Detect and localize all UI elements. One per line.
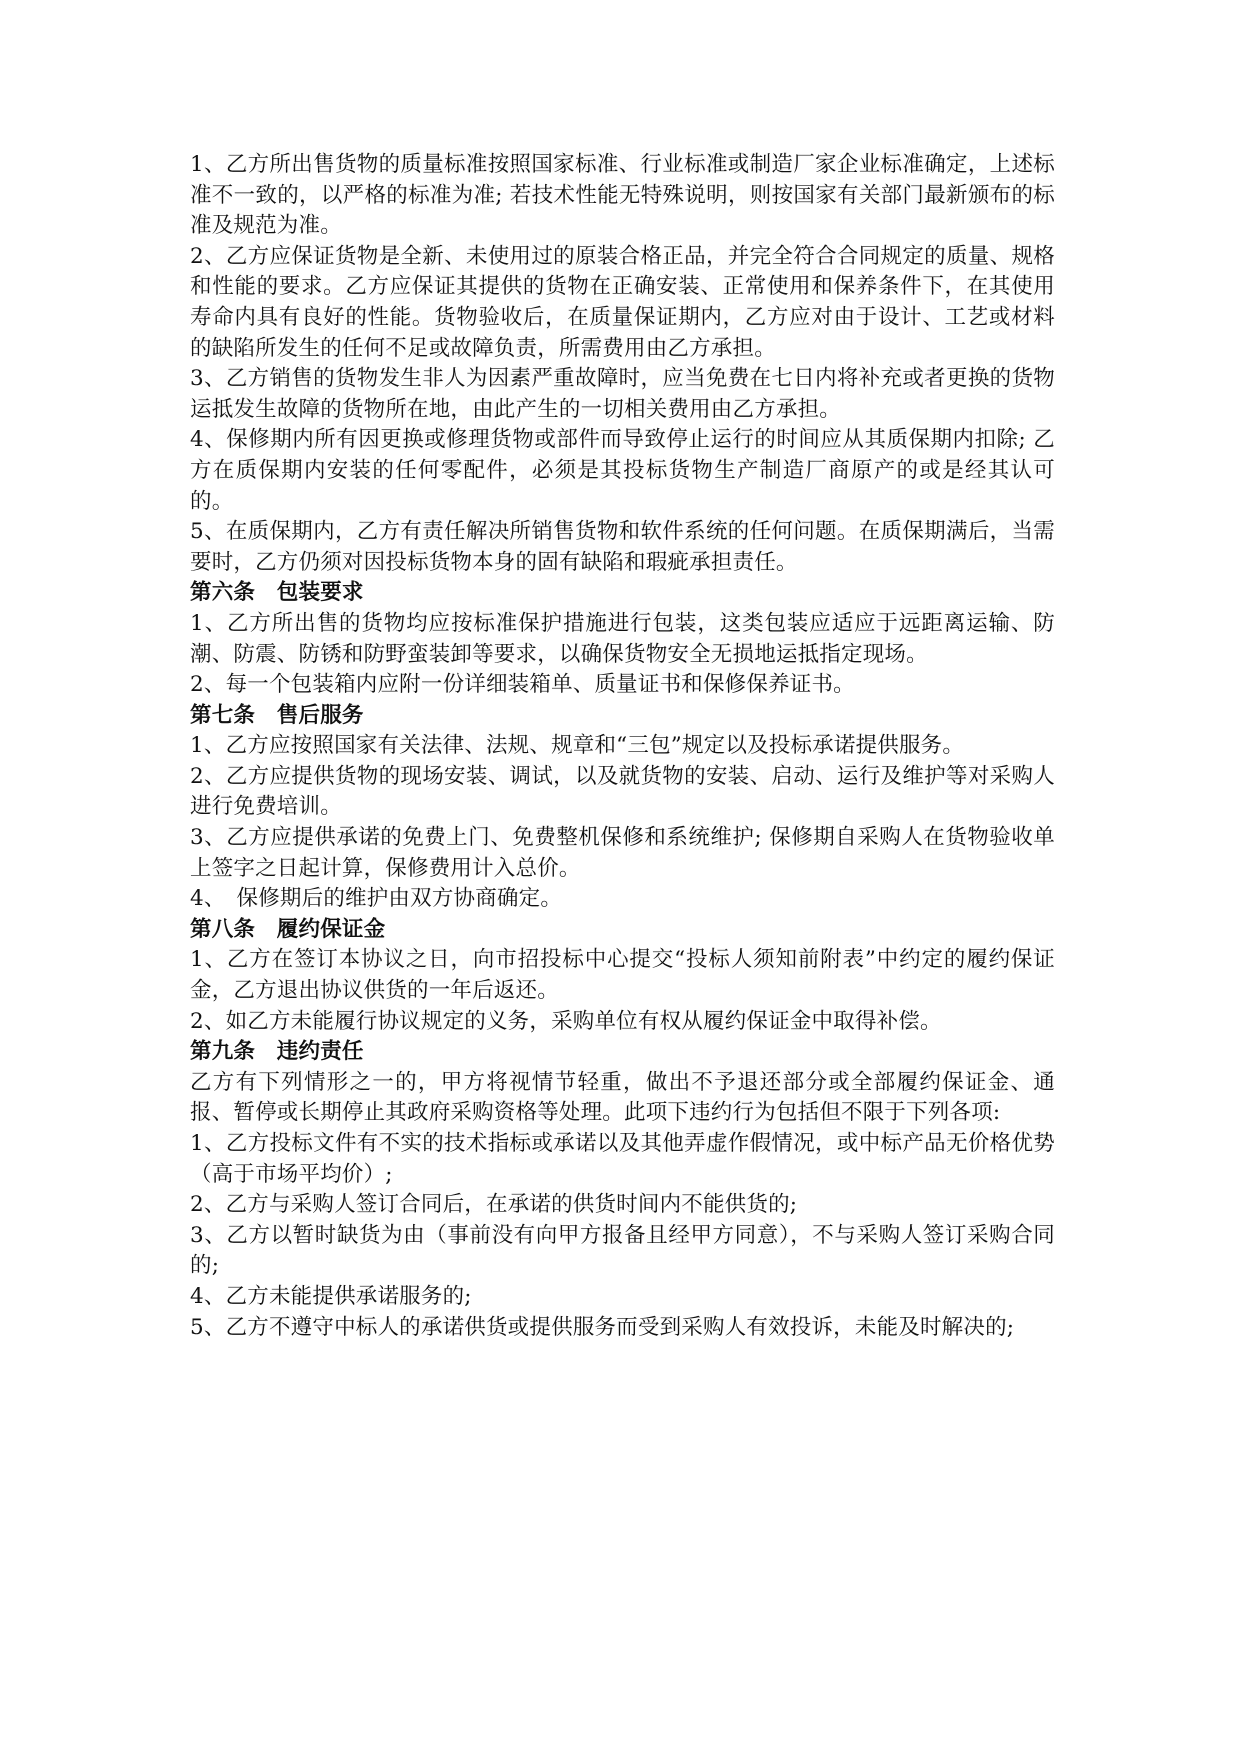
section-heading: 第九条 违约责任 <box>190 1039 364 1065</box>
section-liability <box>190 1037 1055 1343</box>
paragraph: 2、乙方应提供货物的现场安装、调试，以及就货物的安装、启动、运行及维护等对采购人进行免费培训。 <box>190 763 1055 820</box>
section-after-sales <box>190 701 1055 915</box>
paragraph: 2、如乙方未能履行协议规定的义务，采购单位有权从履约保证金中取得补偿。 <box>190 1008 942 1034</box>
paragraph: 3、乙方应提供承诺的免费上门、免费整机保修和系统维护; 保修期自采购人在货物验收单上签字之日起计算，保修费用计入总价。 <box>190 825 1055 881</box>
paragraph: 5、乙方不遵守中标人的承诺供货或提供服务而受到采购人有效投诉，未能及时解决的; <box>190 1314 1015 1340</box>
section-heading: 第六条 包装要求 <box>190 580 364 606</box>
section-heading: 第八条 履约保证金 <box>190 916 386 942</box>
paragraph: 2、乙方与采购人签订合同后，在承诺的供货时间内不能供货的; <box>190 1192 798 1218</box>
paragraph: 2、乙方应保证货物是全新、未使用过的原装合格正品，并完全符合合同规定的质量、规格和性能的要求。乙方应保证其提供的货物在正确安装、正常使用和保养条件下，在其使用寿命内具有良好的性能。货物验收后，在质量保证期内，乙方应对由于设计、工艺或材料的缺陷所发生的任何不足或故障负责，所需费用由乙方承担。 <box>190 243 1055 361</box>
paragraph: 1、乙方应按照国家有关法律、法规、规章和“三包”规定以及投标承诺提供服务。 <box>190 733 965 759</box>
paragraph: 3、乙方销售的货物发生非人为因素严重故障时，应当免费在七日内将补充或者更换的货物运抵发生故障的货物所在地，由此产生的一切相关费用由乙方承担。 <box>190 366 1055 422</box>
paragraph: 1、乙方在签订本协议之日，向市招投标中心提交“投标人须知前附表”中约定的履约保证金，乙方退出协议供货的一年后返还。 <box>190 947 1055 1004</box>
paragraph: 3、乙方以暂时缺货为由（事前没有向甲方报备且经甲方同意），不与采购人签订采购合同的; <box>190 1222 1055 1279</box>
paragraph: 乙方有下列情形之一的，甲方将视情节轻重，做出不予退还部分或全部履约保证金、通报、暂停或长期停止其政府采购资格等处理。此项下违约行为包括但不限于下列各项: <box>190 1069 1055 1126</box>
paragraph: 1、乙方所出售货物的质量标准按照国家标准、行业标准或制造厂家企业标准确定，上述标准不一致的，以严格的标准为准; 若技术性能无特殊说明，则按国家有关部门最新颁布的标准及规范为准。 <box>190 152 1055 239</box>
paragraph: 4、保修期内所有因更换或修理货物或部件而导致停止运行的时间应从其质保期内扣除; 乙方在质保期内安装的任何零配件，必须是其投标货物生产制造厂商原产的或是经其认可的。 <box>190 427 1055 514</box>
section-performance-bond <box>190 915 1055 1037</box>
section-quality <box>190 150 1055 578</box>
section-heading: 第七条 售后服务 <box>190 702 364 728</box>
paragraph: 4、乙方未能提供承诺服务的; <box>190 1283 472 1309</box>
section-packaging <box>190 578 1055 700</box>
paragraph: 1、乙方投标文件有不实的技术指标或承诺以及其他弄虚作假情况，或中标产品无价格优势（高于市场平均价）; <box>190 1131 1055 1187</box>
document-page <box>190 150 1055 1343</box>
paragraph: 5、在质保期内，乙方有责任解决所销售货物和软件系统的任何问题。在质保期满后，当需要时，乙方仍须对因投标货物本身的固有缺陷和瑕疵承担责任。 <box>190 519 1055 575</box>
paragraph: 4、 保修期后的维护由双方协商确定。 <box>190 886 563 912</box>
paragraph: 2、每一个包装箱内应附一份详细装箱单、质量证书和保修保养证书。 <box>190 672 855 698</box>
paragraph: 1、乙方所出售的货物均应按标准保护措施进行包装，这类包装应适应于远距离运输、防潮、防震、防锈和防野蛮装卸等要求，以确保货物安全无损地运抵指定现场。 <box>190 610 1055 667</box>
